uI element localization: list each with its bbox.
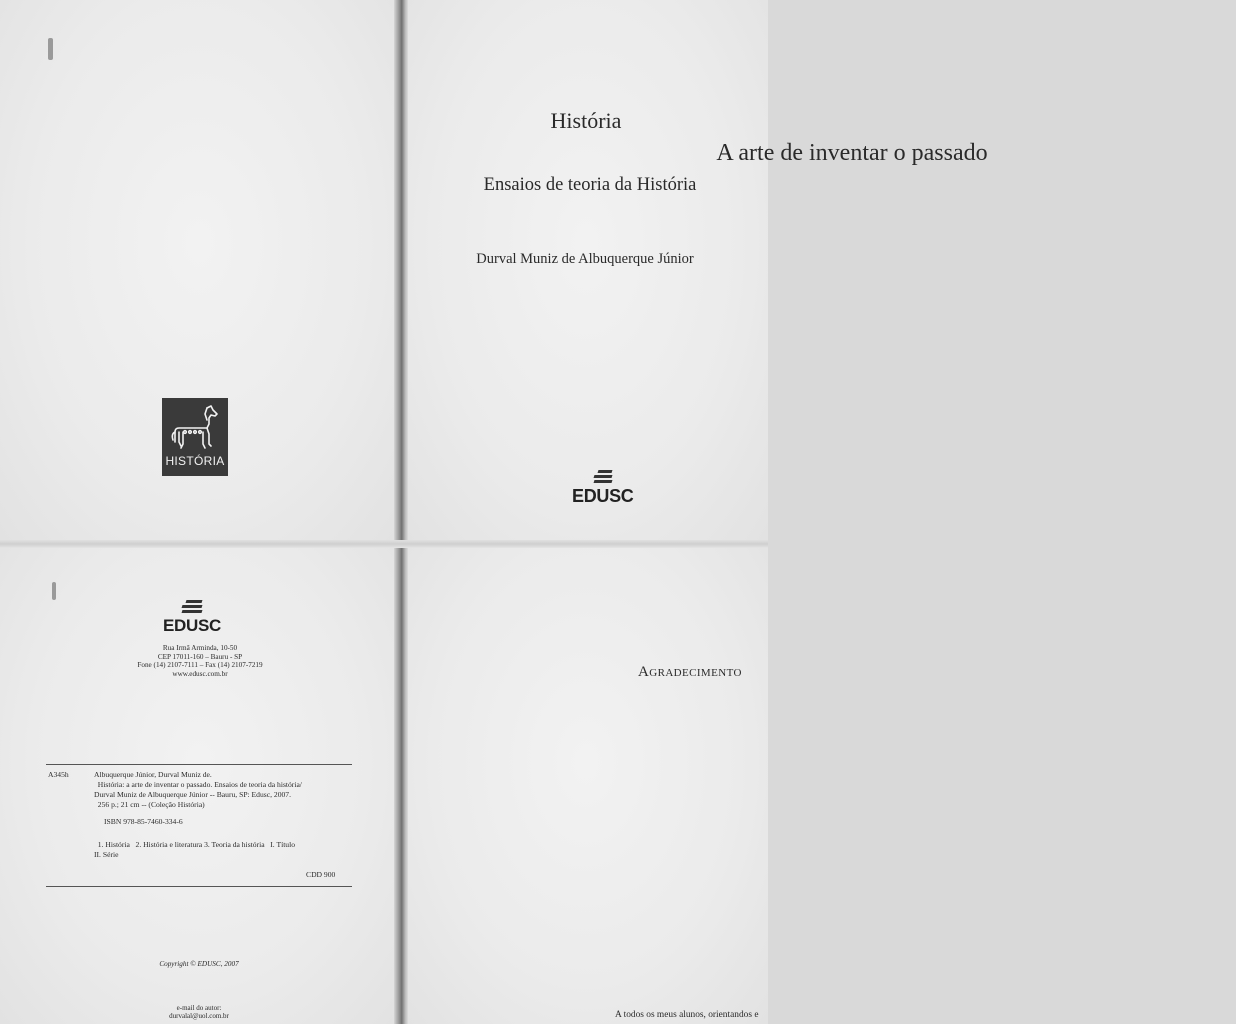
address-line: Fone (14) 2107-7111 – Fax (14) 2107-7219: [137, 661, 263, 670]
book-subtitle-2: Ensaios de teoria da História: [483, 175, 697, 195]
edusc-logo: [572, 470, 634, 507]
email-address: durvalal@uol.com.br: [169, 1012, 229, 1020]
historia-collection-logo: [162, 398, 228, 476]
book-spine-gutter: [394, 0, 408, 1024]
catalog-line: História: a arte de inventar o passado. Ensaios de teoria da história/: [94, 780, 302, 789]
catalog-line: 256 p.; 21 cm -- (Coleção História): [94, 800, 205, 809]
horse-icon: [167, 402, 223, 454]
dedication-text: A todos os meus alunos, orientandos e: [615, 1010, 759, 1020]
catalog-line: Albuquerque Júnior, Durval Muniz de.: [94, 770, 212, 779]
publisher-address: [120, 644, 280, 678]
book-title: História: [550, 108, 622, 133]
edusc-mark-icon: [182, 600, 202, 615]
logo-label: HISTÓRIA: [165, 454, 225, 468]
acknowledgements-page: [404, 548, 768, 1024]
catalog-subjects: II. Série: [94, 850, 119, 859]
acknowledgements-heading: Agradecimento: [638, 664, 742, 680]
scan-separator: [0, 540, 768, 548]
catalog-subjects: 1. História 2. História e literatura 3. Teoria da história I. Título: [94, 840, 296, 849]
catalog-bottom-rule: [46, 886, 352, 887]
catalog-isbn: ISBN 978-85-7460-334-6: [104, 817, 183, 826]
author-name: Durval Muniz de Albuquerque Júnior: [476, 251, 694, 267]
catalog-cdd: CDD 900: [306, 870, 336, 879]
scan-mark: [52, 582, 56, 600]
address-line: Rua Irmã Arminda, 10-50: [162, 644, 238, 652]
edusc-wordmark: EDUSC: [163, 616, 222, 635]
catalog-top-rule: [46, 764, 352, 765]
email-label: e-mail do autor:: [176, 1004, 222, 1012]
book-subtitle: A arte de inventar o passado: [716, 140, 988, 166]
copyright-notice: Copyright © EDUSC, 2007: [159, 960, 239, 968]
edusc-wordmark: EDUSC: [572, 486, 634, 506]
address-line: www.edusc.com.br: [172, 669, 228, 678]
catalog-code: A345h: [48, 770, 69, 779]
author-email-block: [0, 1004, 398, 1020]
address-line: CEP 17011-160 – Bauru - SP: [157, 652, 243, 661]
scan-mark: [48, 38, 53, 60]
edusc-mark-icon: [594, 470, 612, 485]
catalog-line: Durval Muniz de Albuquerque Júnior -- Bauru, SP: Edusc, 2007.: [94, 790, 291, 799]
edusc-logo: [163, 600, 221, 636]
title-page: [404, 0, 768, 540]
